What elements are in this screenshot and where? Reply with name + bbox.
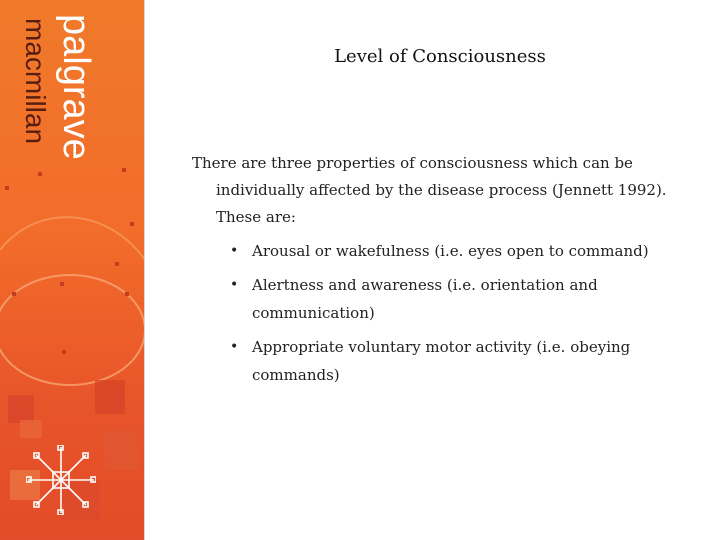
sidebar-divider bbox=[144, 0, 145, 540]
bullet-icon: • bbox=[230, 339, 239, 355]
bullet-text: Alertness and awareness (i.e. orientation and communication) bbox=[252, 276, 598, 322]
brand-sidebar bbox=[0, 0, 145, 540]
logo-line-macmillan: macmillan bbox=[20, 18, 51, 145]
bullet-icon: • bbox=[230, 243, 239, 259]
slide-body bbox=[192, 150, 692, 395]
bullet-icon: • bbox=[230, 277, 239, 293]
list-item bbox=[192, 271, 692, 327]
intro-paragraph: There are three properties of consciousness which can be individually affected by the disease process (Jennett 1992). These are: bbox=[192, 154, 667, 226]
bullet-text: Arousal or wakefulness (i.e. eyes open to command) bbox=[252, 242, 649, 260]
palgrave-macmillan-logo bbox=[18, 12, 98, 192]
network-emblem-icon bbox=[26, 445, 96, 515]
slide-title: Level of Consciousness bbox=[334, 46, 546, 67]
bullet-list bbox=[192, 237, 692, 389]
bullet-text: Appropriate voluntary motor activity (i.e. obeying commands) bbox=[252, 338, 631, 384]
list-item bbox=[192, 237, 692, 265]
logo-line-palgrave: palgrave bbox=[55, 14, 97, 160]
list-item bbox=[192, 333, 692, 389]
